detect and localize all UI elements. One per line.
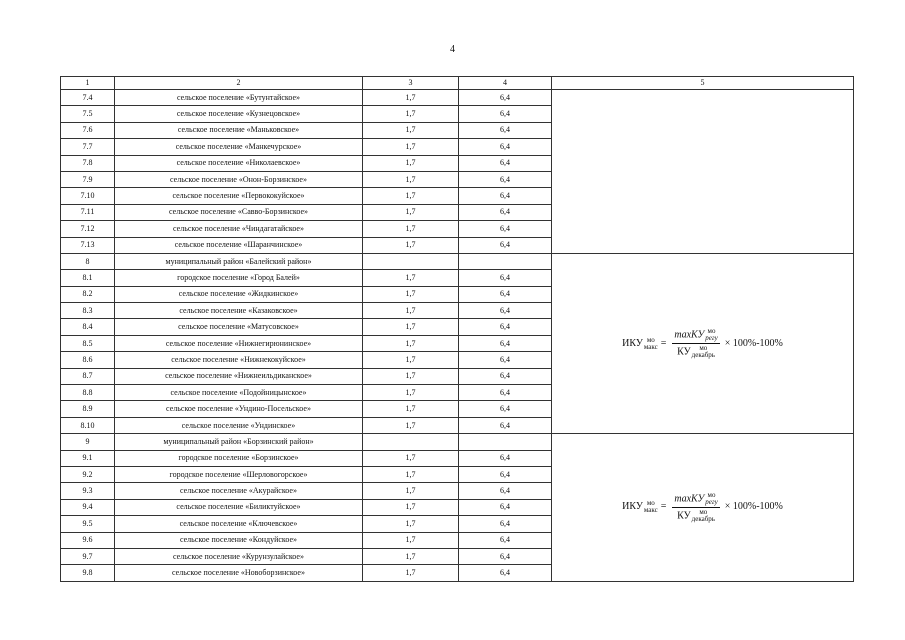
value-col3: 1,7: [363, 368, 459, 384]
formula: [622, 492, 783, 523]
formula-equals: =: [660, 501, 667, 513]
value-col3: 1,7: [363, 401, 459, 417]
settlement-name: сельское поселение «Манкечурское»: [115, 139, 363, 155]
value-col3: 1,7: [363, 532, 459, 548]
district-row: [61, 253, 854, 269]
header-cell: 4: [459, 77, 552, 90]
settlement-name: сельское поселение «Бутунтайское»: [115, 90, 363, 106]
header-cell: 5: [552, 77, 854, 90]
row-num: 8.7: [61, 368, 115, 384]
value-col4: 6,4: [459, 204, 552, 220]
formula-numerator: [672, 492, 719, 508]
settlement-name: сельское поселение «Шаранчинское»: [115, 237, 363, 253]
settlement-name: сельское поселение «Курунзулайское»: [115, 548, 363, 564]
value-col3: 1,7: [363, 106, 459, 122]
value-col4: 6,4: [459, 499, 552, 515]
formula-lhs-indices: [644, 337, 658, 351]
value-col4: 6,4: [459, 532, 552, 548]
settlement-name: сельское поселение «Жидкинское»: [115, 286, 363, 302]
value-col4: 6,4: [459, 335, 552, 351]
row-num: 9.8: [61, 565, 115, 581]
row-num: 7.6: [61, 122, 115, 138]
formula-den-sup: мо: [699, 507, 708, 516]
value-col4: 6,4: [459, 270, 552, 286]
settlement-name: сельское поселение «Первококуйское»: [115, 188, 363, 204]
value-col3: 1,7: [363, 188, 459, 204]
header-cell: 3: [363, 77, 459, 90]
value-col3: 1,7: [363, 417, 459, 433]
value-col4: 6,4: [459, 401, 552, 417]
settlement-name: сельское поселение «Кузнецовское»: [115, 106, 363, 122]
formula-lhs-sup: мо: [646, 499, 655, 508]
value-col4: 6,4: [459, 483, 552, 499]
row-num: 8.2: [61, 286, 115, 302]
value-col4: 6,4: [459, 122, 552, 138]
formula-lhs-sub: макс: [643, 342, 658, 351]
formula-num-main: maxКУ: [674, 329, 705, 341]
row-num: 9.3: [61, 483, 115, 499]
value-col3: 1,7: [363, 90, 459, 106]
formula-num-indices: [705, 328, 717, 342]
header-cell: 2: [115, 77, 363, 90]
value-col4: 6,4: [459, 368, 552, 384]
value-col3: 1,7: [363, 139, 459, 155]
value-col3: 1,7: [363, 319, 459, 335]
settlement-name: сельское поселение «Нижнекокуйское»: [115, 352, 363, 368]
value-col3: 1,7: [363, 352, 459, 368]
row-num: 7.8: [61, 155, 115, 171]
formula-cell: [552, 434, 854, 582]
formula-lhs-sup: мо: [646, 335, 655, 344]
formula-tail: × 100%-100%: [724, 337, 783, 349]
row-num: 8.9: [61, 401, 115, 417]
formula-num-sub: регу: [705, 497, 718, 506]
value-col4: 6,4: [459, 450, 552, 466]
row-num: 7.4: [61, 90, 115, 106]
formula-numerator: [672, 328, 719, 344]
settlement-name: сельское поселение «Матусовское»: [115, 319, 363, 335]
value-col4: 6,4: [459, 516, 552, 532]
settlement-name: городское поселение «Борзинское»: [115, 450, 363, 466]
formula: [622, 328, 783, 359]
value-col4: 6,4: [459, 352, 552, 368]
formula-fraction: [672, 492, 719, 523]
settlement-name: сельское поселение «Кондуйское»: [115, 532, 363, 548]
formula-equals: =: [660, 337, 667, 349]
blank-cell: [552, 90, 854, 254]
settlement-name: сельское поселение «Нижнегирюнинское»: [115, 335, 363, 351]
formula-denominator: [675, 508, 717, 523]
settlement-name: городское поселение «Шерловогорское»: [115, 466, 363, 482]
value-col4: 6,4: [459, 565, 552, 581]
row-num: 9.5: [61, 516, 115, 532]
row-num: 9.6: [61, 532, 115, 548]
value-col3: 1,7: [363, 450, 459, 466]
value-col4: 6,4: [459, 286, 552, 302]
settlement-name: сельское поселение «Чиндагатайское»: [115, 221, 363, 237]
formula-tail: × 100%-100%: [724, 501, 783, 513]
formula-num-sub: регу: [705, 334, 718, 343]
row-num: 9: [61, 434, 115, 450]
value-col3: 1,7: [363, 122, 459, 138]
value-col3: 1,7: [363, 516, 459, 532]
value-col3: 1,7: [363, 335, 459, 351]
value-col3: 1,7: [363, 303, 459, 319]
value-col4: 6,4: [459, 385, 552, 401]
value-col4: 6,4: [459, 90, 552, 106]
row-num: 8.1: [61, 270, 115, 286]
row-num: 7.10: [61, 188, 115, 204]
settlement-name: сельское поселение «Савво-Борзинское»: [115, 204, 363, 220]
row-num: 8.6: [61, 352, 115, 368]
district-row: [61, 434, 854, 450]
settlement-name: сельское поселение «Николаевское»: [115, 155, 363, 171]
table-body: [61, 77, 854, 582]
formula-fraction: [672, 328, 719, 359]
settlement-name: городское поселение «Город Балей»: [115, 270, 363, 286]
value-col4: 6,4: [459, 466, 552, 482]
header-cell: 1: [61, 77, 115, 90]
formula-lhs-indices: [644, 500, 658, 514]
value-col3: 1,7: [363, 548, 459, 564]
value-col3: 1,7: [363, 499, 459, 515]
settlement-name: сельское поселение «Маньковское»: [115, 122, 363, 138]
settlement-name: сельское поселение «Акурайское»: [115, 483, 363, 499]
settlement-name: сельское поселение «Онон-Борзинское»: [115, 171, 363, 187]
settlement-name: сельское поселение «Ундинское»: [115, 417, 363, 433]
settlement-name: сельское поселение «Биликтуйское»: [115, 499, 363, 515]
row-num: 7.5: [61, 106, 115, 122]
formula-lhs: ИКУ: [622, 337, 643, 349]
formula-den-sup: мо: [699, 344, 708, 353]
row-num: 9.1: [61, 450, 115, 466]
settlement-name: сельское поселение «Ундино-Посельское»: [115, 401, 363, 417]
value-col3: 1,7: [363, 204, 459, 220]
value-col4: 6,4: [459, 106, 552, 122]
settlement-name: сельское поселение «Нижнеильдиканское»: [115, 368, 363, 384]
table-row: [61, 90, 854, 106]
formula-den-sub: декабрь: [691, 514, 715, 523]
value-col4: [459, 434, 552, 450]
value-col4: [459, 253, 552, 269]
row-num: 8.8: [61, 385, 115, 401]
formula-cell: [552, 253, 854, 433]
value-col4: 6,4: [459, 155, 552, 171]
value-col3: 1,7: [363, 155, 459, 171]
value-col4: 6,4: [459, 303, 552, 319]
formula-den-main: КУ: [677, 510, 691, 522]
row-num: 7.11: [61, 204, 115, 220]
row-num: 9.7: [61, 548, 115, 564]
value-col3: 1,7: [363, 483, 459, 499]
row-num: 8.5: [61, 335, 115, 351]
tariff-table: [60, 76, 854, 582]
value-col3: 1,7: [363, 385, 459, 401]
formula-num-sup: мо: [707, 490, 716, 499]
value-col4: 6,4: [459, 188, 552, 204]
value-col4: 6,4: [459, 171, 552, 187]
district-name: муниципальный район «Борзинский район»: [115, 434, 363, 450]
value-col3: 1,7: [363, 237, 459, 253]
row-num: 7.13: [61, 237, 115, 253]
formula-num-indices: [705, 492, 717, 506]
row-num: 8.4: [61, 319, 115, 335]
header-row: [61, 77, 854, 90]
value-col3: 1,7: [363, 221, 459, 237]
formula-lhs: ИКУ: [622, 501, 643, 513]
formula-den-indices: [692, 345, 715, 359]
row-num: 8.10: [61, 417, 115, 433]
value-col3: 1,7: [363, 270, 459, 286]
value-col3: 1,7: [363, 466, 459, 482]
value-col4: 6,4: [459, 237, 552, 253]
formula-denominator: [675, 344, 717, 359]
value-col3: 1,7: [363, 565, 459, 581]
settlement-name: сельское поселение «Казаковское»: [115, 303, 363, 319]
formula-num-sup: мо: [707, 327, 716, 336]
value-col3: [363, 434, 459, 450]
row-num: 9.4: [61, 499, 115, 515]
row-num: 8.3: [61, 303, 115, 319]
row-num: 9.2: [61, 466, 115, 482]
value-col3: 1,7: [363, 171, 459, 187]
row-num: 7.7: [61, 139, 115, 155]
formula-den-sub: декабрь: [691, 351, 715, 360]
row-num: 7.12: [61, 221, 115, 237]
value-col4: 6,4: [459, 139, 552, 155]
value-col4: 6,4: [459, 319, 552, 335]
settlement-name: сельское поселение «Новоборзинское»: [115, 565, 363, 581]
row-num: 7.9: [61, 171, 115, 187]
value-col3: 1,7: [363, 286, 459, 302]
settlement-name: сельское поселение «Подойницынское»: [115, 385, 363, 401]
value-col4: 6,4: [459, 221, 552, 237]
page-number: 4: [450, 44, 455, 55]
formula-den-main: КУ: [677, 346, 691, 358]
formula-den-indices: [692, 509, 715, 523]
settlement-name: сельское поселение «Ключевское»: [115, 516, 363, 532]
formula-num-main: maxКУ: [674, 493, 705, 505]
row-num: 8: [61, 253, 115, 269]
value-col4: 6,4: [459, 548, 552, 564]
district-name: муниципальный район «Балейский район»: [115, 253, 363, 269]
value-col3: [363, 253, 459, 269]
value-col4: 6,4: [459, 417, 552, 433]
formula-lhs-sub: макс: [643, 506, 658, 515]
